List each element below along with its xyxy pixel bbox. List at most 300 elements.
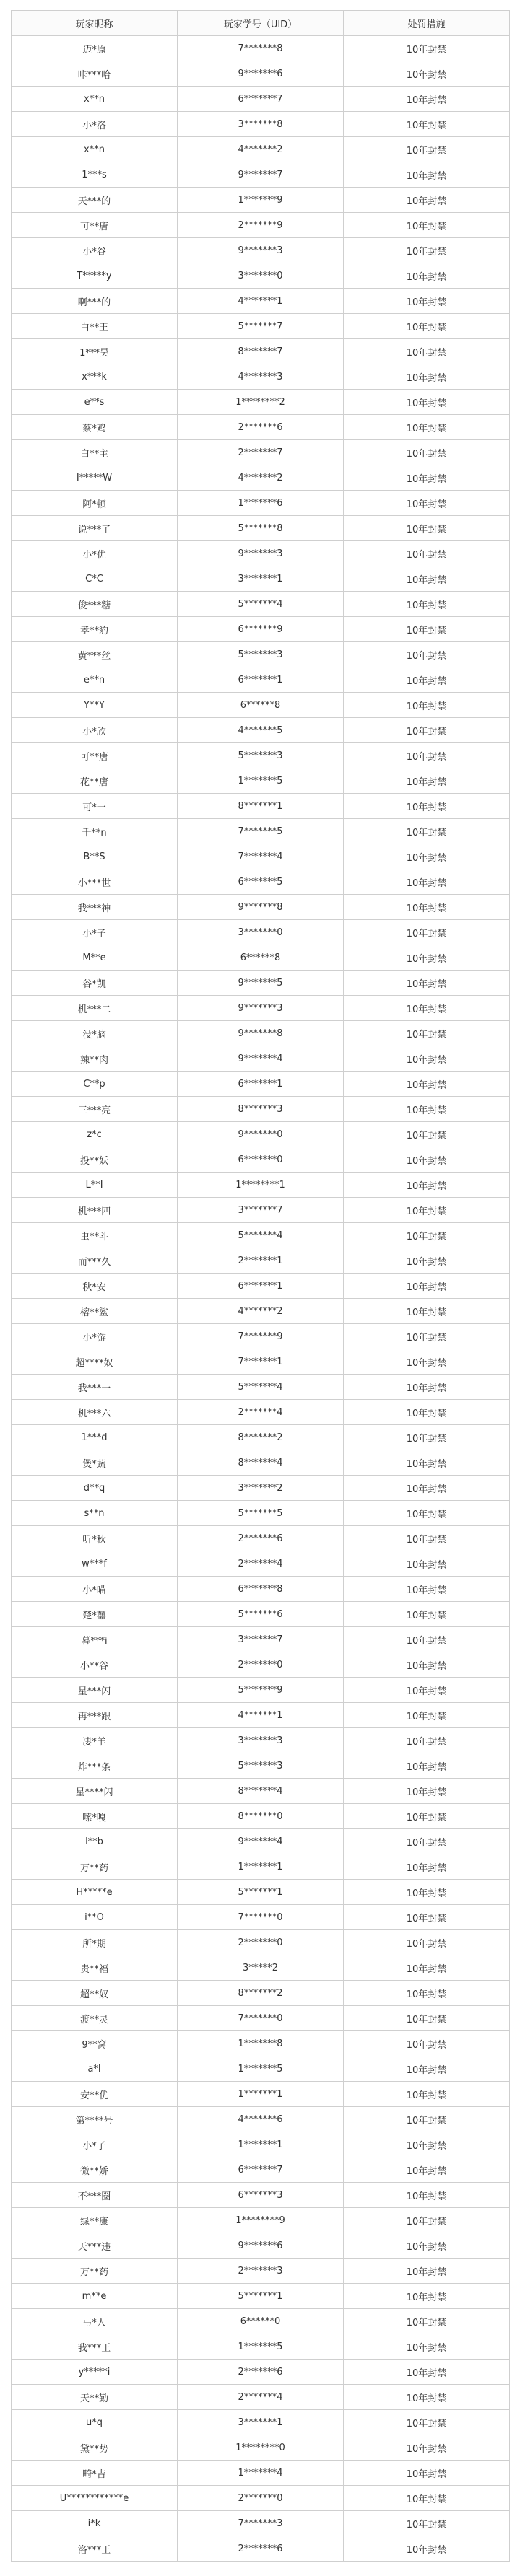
- table-row: [12, 1627, 510, 1652]
- player-uid-cell: 5*******1: [178, 1880, 344, 1905]
- table-row: [12, 1223, 510, 1248]
- penalty-cell: 10年封禁: [344, 1981, 510, 2006]
- penalty-cell: 10年封禁: [344, 1375, 510, 1400]
- player-name-cell: 凄*羊: [12, 1728, 178, 1753]
- player-uid-cell: 9*******8: [178, 895, 344, 920]
- table-row: [12, 819, 510, 844]
- player-name-cell: C**p: [12, 1072, 178, 1097]
- player-name-cell: 小*子: [12, 920, 178, 945]
- player-name-cell: a*l: [12, 2056, 178, 2082]
- player-uid-cell: 1********9: [178, 2208, 344, 2233]
- player-name-cell: 机***六: [12, 1400, 178, 1425]
- player-name-cell: 弓*人: [12, 2309, 178, 2334]
- penalty-cell: 10年封禁: [344, 1450, 510, 1476]
- penalty-cell: 10年封禁: [344, 440, 510, 465]
- table-row: [12, 1147, 510, 1173]
- penalty-cell: 10年封禁: [344, 263, 510, 289]
- penalty-cell: 10年封禁: [344, 1501, 510, 1526]
- player-uid-cell: 1*******1: [178, 2082, 344, 2107]
- table-row: [12, 1955, 510, 1981]
- table-row: [12, 364, 510, 390]
- table-row: [12, 1930, 510, 1955]
- player-name-cell: 孝**豹: [12, 617, 178, 642]
- player-uid-cell: 7*******8: [178, 36, 344, 61]
- penalty-cell: 10年封禁: [344, 1854, 510, 1880]
- player-name-cell: 贵**福: [12, 1955, 178, 1981]
- player-uid-cell: 6*******7: [178, 2157, 344, 2183]
- player-uid-cell: 1*******5: [178, 768, 344, 794]
- player-uid-cell: 9*******6: [178, 2233, 344, 2259]
- player-uid-cell: 3*******1: [178, 2410, 344, 2435]
- player-uid-cell: 5*******1: [178, 2284, 344, 2309]
- player-uid-cell: 5*******5: [178, 1501, 344, 1526]
- player-name-cell: 白**主: [12, 440, 178, 465]
- penalty-cell: 10年封禁: [344, 2486, 510, 2511]
- player-uid-cell: 2*******4: [178, 2385, 344, 2410]
- table-row: [12, 1753, 510, 1779]
- player-uid-cell: 2*******6: [178, 2536, 344, 2562]
- player-name-cell: 超****奴: [12, 1349, 178, 1375]
- penalty-cell: 10年封禁: [344, 2056, 510, 2082]
- penalty-cell: 10年封禁: [344, 289, 510, 314]
- table-row: [12, 667, 510, 693]
- player-name-cell: m**e: [12, 2284, 178, 2309]
- penalty-cell: 10年封禁: [344, 1248, 510, 1274]
- penalty-cell: 10年封禁: [344, 794, 510, 819]
- player-name-cell: 小*喵: [12, 1577, 178, 1602]
- player-name-cell: 咔***哈: [12, 61, 178, 87]
- penalty-cell: 10年封禁: [344, 1274, 510, 1299]
- penalty-cell: 10年封禁: [344, 1905, 510, 1930]
- player-name-cell: B**S: [12, 844, 178, 869]
- player-uid-cell: 5*******4: [178, 592, 344, 617]
- table-row: [12, 895, 510, 920]
- player-name-cell: 小*谷: [12, 238, 178, 263]
- penalty-cell: 10年封禁: [344, 1652, 510, 1678]
- player-uid-cell: 3*******1: [178, 566, 344, 592]
- player-uid-cell: 6*******3: [178, 2183, 344, 2208]
- table-row: [12, 1425, 510, 1450]
- table-row: [12, 87, 510, 112]
- player-uid-cell: 9*******8: [178, 1021, 344, 1046]
- player-name-cell: 迈*原: [12, 36, 178, 61]
- table-row: [12, 1501, 510, 1526]
- penalty-cell: 10年封禁: [344, 1097, 510, 1122]
- table-row: [12, 1349, 510, 1375]
- table-row: [12, 2006, 510, 2031]
- player-name-cell: 嗦*嘎: [12, 1804, 178, 1829]
- table-row: [12, 1173, 510, 1198]
- player-name-cell: 黄***丝: [12, 642, 178, 667]
- player-uid-cell: 4*******3: [178, 364, 344, 390]
- player-name-cell: 万**药: [12, 2259, 178, 2284]
- table-row: [12, 2284, 510, 2309]
- table-row: [12, 238, 510, 263]
- table-row: [12, 2385, 510, 2410]
- penalty-cell: 10年封禁: [344, 1602, 510, 1627]
- table-row: [12, 2486, 510, 2511]
- player-uid-cell: 3*******7: [178, 1627, 344, 1652]
- player-uid-cell: 6*******5: [178, 869, 344, 895]
- player-name-cell: x***k: [12, 364, 178, 390]
- header-player-uid: 玩家学号（UID）: [178, 11, 344, 36]
- player-uid-cell: 4*******2: [178, 1299, 344, 1324]
- player-name-cell: T*****y: [12, 263, 178, 289]
- penalty-cell: 10年封禁: [344, 1400, 510, 1425]
- player-uid-cell: 8*******4: [178, 1450, 344, 1476]
- header-row: [12, 11, 510, 36]
- table-row: [12, 920, 510, 945]
- player-name-cell: 9**窝: [12, 2031, 178, 2056]
- table-row: [12, 1450, 510, 1476]
- player-uid-cell: 9*******3: [178, 238, 344, 263]
- player-uid-cell: 6******8: [178, 693, 344, 718]
- player-uid-cell: 5*******3: [178, 1753, 344, 1779]
- player-uid-cell: 9*******4: [178, 1046, 344, 1072]
- player-name-cell: I*****W: [12, 465, 178, 491]
- player-uid-cell: 1********2: [178, 390, 344, 415]
- penalty-cell: 10年封禁: [344, 238, 510, 263]
- player-name-cell: 第****号: [12, 2107, 178, 2132]
- table-row: [12, 213, 510, 238]
- penalty-cell: 10年封禁: [344, 920, 510, 945]
- table-row: [12, 2082, 510, 2107]
- table-row: [12, 289, 510, 314]
- player-name-cell: x**n: [12, 137, 178, 162]
- player-uid-cell: 5*******4: [178, 1375, 344, 1400]
- table-row: [12, 1854, 510, 1880]
- player-name-cell: 辣**肉: [12, 1046, 178, 1072]
- player-uid-cell: 8*******4: [178, 1779, 344, 1804]
- penalty-cell: 10年封禁: [344, 1753, 510, 1779]
- penalty-cell: 10年封禁: [344, 36, 510, 61]
- player-name-cell: 黛**势: [12, 2435, 178, 2461]
- player-uid-cell: 7*******9: [178, 1324, 344, 1349]
- penalty-cell: 10年封禁: [344, 2536, 510, 2562]
- player-uid-cell: 4*******5: [178, 718, 344, 743]
- table-row: [12, 2233, 510, 2259]
- table-row: [12, 2107, 510, 2132]
- penalty-cell: 10年封禁: [344, 2410, 510, 2435]
- player-uid-cell: 1*******4: [178, 2461, 344, 2486]
- player-uid-cell: 8*******2: [178, 1981, 344, 2006]
- penalty-cell: 10年封禁: [344, 1476, 510, 1501]
- player-uid-cell: 4*******6: [178, 2107, 344, 2132]
- table-row: [12, 1804, 510, 1829]
- player-uid-cell: 3*******2: [178, 1476, 344, 1501]
- table-row: [12, 945, 510, 971]
- penalty-cell: 10年封禁: [344, 1198, 510, 1223]
- player-name-cell: 楚*囍: [12, 1602, 178, 1627]
- penalty-cell: 10年封禁: [344, 2233, 510, 2259]
- player-uid-cell: 9*******0: [178, 1122, 344, 1147]
- player-uid-cell: 5*******4: [178, 1223, 344, 1248]
- player-name-cell: 天**勤: [12, 2385, 178, 2410]
- penalty-cell: 10年封禁: [344, 1779, 510, 1804]
- penalty-cell: 10年封禁: [344, 415, 510, 440]
- player-uid-cell: 3*******3: [178, 1728, 344, 1753]
- player-name-cell: 机***四: [12, 1198, 178, 1223]
- table-row: [12, 137, 510, 162]
- player-name-cell: 蔡*鸡: [12, 415, 178, 440]
- table-row: [12, 1551, 510, 1577]
- penalty-cell: 10年封禁: [344, 819, 510, 844]
- player-name-cell: x**n: [12, 87, 178, 112]
- player-name-cell: 小*欣: [12, 718, 178, 743]
- player-uid-cell: 7*******5: [178, 819, 344, 844]
- penalty-cell: 10年封禁: [344, 2082, 510, 2107]
- player-name-cell: 听*秋: [12, 1526, 178, 1551]
- player-name-cell: 花**唐: [12, 768, 178, 794]
- table-row: [12, 440, 510, 465]
- table-row: [12, 1526, 510, 1551]
- penalty-cell: 10年封禁: [344, 364, 510, 390]
- penalty-list: [11, 0, 509, 2576]
- table-row: [12, 1577, 510, 1602]
- penalty-cell: 10年封禁: [344, 1122, 510, 1147]
- table-row: [12, 592, 510, 617]
- player-uid-cell: 6*******7: [178, 87, 344, 112]
- penalty-cell: 10年封禁: [344, 2309, 510, 2334]
- player-name-cell: 小*洛: [12, 112, 178, 137]
- table-row: [12, 1021, 510, 1046]
- table-row: [12, 996, 510, 1021]
- header-penalty: 处罚措施: [344, 11, 510, 36]
- penalty-cell: 10年封禁: [344, 314, 510, 339]
- table-row: [12, 1476, 510, 1501]
- player-uid-cell: 2*******3: [178, 2259, 344, 2284]
- player-name-cell: M**e: [12, 945, 178, 971]
- table-row: [12, 2157, 510, 2183]
- table-row: [12, 2461, 510, 2486]
- player-uid-cell: 8*******2: [178, 1425, 344, 1450]
- player-name-cell: 微**娇: [12, 2157, 178, 2183]
- penalty-cell: 10年封禁: [344, 693, 510, 718]
- penalty-cell: 10年封禁: [344, 1349, 510, 1375]
- penalty-cell: 10年封禁: [344, 2284, 510, 2309]
- player-uid-cell: 5*******6: [178, 1602, 344, 1627]
- player-uid-cell: 1*******6: [178, 491, 344, 516]
- table-row: [12, 162, 510, 188]
- penalty-cell: 10年封禁: [344, 2334, 510, 2360]
- player-uid-cell: 9*******4: [178, 1829, 344, 1854]
- penalty-cell: 10年封禁: [344, 2461, 510, 2486]
- player-name-cell: 煲*蔬: [12, 1450, 178, 1476]
- player-name-cell: 秋*安: [12, 1274, 178, 1299]
- player-name-cell: 谷*凯: [12, 971, 178, 996]
- table-row: [12, 263, 510, 289]
- player-name-cell: e**s: [12, 390, 178, 415]
- penalty-cell: 10年封禁: [344, 465, 510, 491]
- player-uid-cell: 3*******8: [178, 112, 344, 137]
- table-row: [12, 1097, 510, 1122]
- penalty-cell: 10年封禁: [344, 945, 510, 971]
- penalty-cell: 10年封禁: [344, 1147, 510, 1173]
- penalty-cell: 10年封禁: [344, 87, 510, 112]
- penalty-cell: 10年封禁: [344, 2360, 510, 2385]
- table-row: [12, 1905, 510, 1930]
- penalty-cell: 10年封禁: [344, 1425, 510, 1450]
- penalty-cell: 10年封禁: [344, 869, 510, 895]
- penalty-cell: 10年封禁: [344, 1577, 510, 1602]
- table-header: [12, 11, 510, 36]
- penalty-cell: 10年封禁: [344, 2157, 510, 2183]
- table-row: [12, 1122, 510, 1147]
- table-row: [12, 1602, 510, 1627]
- player-uid-cell: 5*******9: [178, 1678, 344, 1703]
- player-name-cell: 三***亮: [12, 1097, 178, 1122]
- player-name-cell: 小***世: [12, 869, 178, 895]
- penalty-cell: 10年封禁: [344, 592, 510, 617]
- table-row: [12, 491, 510, 516]
- player-uid-cell: 5*******3: [178, 642, 344, 667]
- penalty-cell: 10年封禁: [344, 1728, 510, 1753]
- table-row: [12, 869, 510, 895]
- player-name-cell: 可**唐: [12, 213, 178, 238]
- table-row: [12, 566, 510, 592]
- player-uid-cell: 2*******6: [178, 1526, 344, 1551]
- player-name-cell: Y**Y: [12, 693, 178, 718]
- table-row: [12, 1880, 510, 1905]
- penalty-cell: 10年封禁: [344, 162, 510, 188]
- player-uid-cell: 5*******3: [178, 743, 344, 768]
- table-row: [12, 339, 510, 364]
- penalty-cell: 10年封禁: [344, 1551, 510, 1577]
- player-name-cell: 啊***的: [12, 289, 178, 314]
- player-name-cell: 天***违: [12, 2233, 178, 2259]
- table-row: [12, 971, 510, 996]
- table-row: [12, 2132, 510, 2157]
- penalty-cell: 10年封禁: [344, 1880, 510, 1905]
- penalty-cell: 10年封禁: [344, 1627, 510, 1652]
- player-name-cell: 我***王: [12, 2334, 178, 2360]
- table-row: [12, 617, 510, 642]
- table-row: [12, 188, 510, 213]
- table-row: [12, 390, 510, 415]
- player-uid-cell: 1*******5: [178, 2056, 344, 2082]
- penalty-cell: 10年封禁: [344, 1678, 510, 1703]
- player-name-cell: 1***昊: [12, 339, 178, 364]
- player-uid-cell: 7*******4: [178, 844, 344, 869]
- player-name-cell: 说***了: [12, 516, 178, 541]
- player-name-cell: H*****e: [12, 1880, 178, 1905]
- player-name-cell: 安**优: [12, 2082, 178, 2107]
- penalty-cell: 10年封禁: [344, 2435, 510, 2461]
- table-row: [12, 1274, 510, 1299]
- table-row: [12, 844, 510, 869]
- penalty-cell: 10年封禁: [344, 1046, 510, 1072]
- player-uid-cell: 2*******6: [178, 2360, 344, 2385]
- table-row: [12, 2056, 510, 2082]
- player-uid-cell: 3*******7: [178, 1198, 344, 1223]
- player-name-cell: 虫**斗: [12, 1223, 178, 1248]
- player-name-cell: C*C: [12, 566, 178, 592]
- table-row: [12, 36, 510, 61]
- player-name-cell: s**n: [12, 1501, 178, 1526]
- penalty-cell: 10年封禁: [344, 1526, 510, 1551]
- player-name-cell: 榕**鲨: [12, 1299, 178, 1324]
- penalty-cell: 10年封禁: [344, 768, 510, 794]
- penalty-cell: 10年封禁: [344, 971, 510, 996]
- player-name-cell: e**n: [12, 667, 178, 693]
- player-name-cell: 1***d: [12, 1425, 178, 1450]
- table-row: [12, 1324, 510, 1349]
- table-row: [12, 1678, 510, 1703]
- player-uid-cell: 1********0: [178, 2435, 344, 2461]
- table-row: [12, 1072, 510, 1097]
- penalty-cell: 10年封禁: [344, 1021, 510, 1046]
- table-row: [12, 1779, 510, 1804]
- player-name-cell: 千**n: [12, 819, 178, 844]
- player-uid-cell: 7*******0: [178, 2006, 344, 2031]
- penalty-cell: 10年封禁: [344, 566, 510, 592]
- player-name-cell: U************e: [12, 2486, 178, 2511]
- penalty-cell: 10年封禁: [344, 1299, 510, 1324]
- penalty-cell: 10年封禁: [344, 895, 510, 920]
- table-row: [12, 794, 510, 819]
- player-uid-cell: 5*******8: [178, 516, 344, 541]
- penalty-cell: 10年封禁: [344, 1829, 510, 1854]
- player-name-cell: 我***神: [12, 895, 178, 920]
- table-row: [12, 2435, 510, 2461]
- player-uid-cell: 4*******2: [178, 137, 344, 162]
- penalty-table: [11, 10, 510, 2562]
- penalty-cell: 10年封禁: [344, 718, 510, 743]
- player-name-cell: 畸*吉: [12, 2461, 178, 2486]
- player-name-cell: 所*期: [12, 1930, 178, 1955]
- penalty-cell: 10年封禁: [344, 390, 510, 415]
- penalty-cell: 10年封禁: [344, 516, 510, 541]
- table-row: [12, 1728, 510, 1753]
- penalty-cell: 10年封禁: [344, 642, 510, 667]
- player-name-cell: 而***久: [12, 1248, 178, 1274]
- penalty-cell: 10年封禁: [344, 112, 510, 137]
- player-uid-cell: 2*******4: [178, 1400, 344, 1425]
- player-uid-cell: 2*******1: [178, 1248, 344, 1274]
- player-name-cell: 炸***条: [12, 1753, 178, 1779]
- table-row: [12, 1703, 510, 1728]
- player-uid-cell: 3*****2: [178, 1955, 344, 1981]
- penalty-cell: 10年封禁: [344, 1324, 510, 1349]
- player-uid-cell: 2*******0: [178, 1652, 344, 1678]
- table-row: [12, 2183, 510, 2208]
- player-name-cell: 白**王: [12, 314, 178, 339]
- player-name-cell: 1***s: [12, 162, 178, 188]
- table-row: [12, 2536, 510, 2562]
- penalty-cell: 10年封禁: [344, 667, 510, 693]
- player-name-cell: u*q: [12, 2410, 178, 2435]
- player-name-cell: l**b: [12, 1829, 178, 1854]
- player-uid-cell: 1*******9: [178, 188, 344, 213]
- player-uid-cell: 6*******0: [178, 1147, 344, 1173]
- player-uid-cell: 3*******0: [178, 263, 344, 289]
- player-uid-cell: 2*******0: [178, 2486, 344, 2511]
- player-name-cell: 小*游: [12, 1324, 178, 1349]
- penalty-cell: 10年封禁: [344, 2208, 510, 2233]
- penalty-cell: 10年封禁: [344, 188, 510, 213]
- table-row: [12, 1981, 510, 2006]
- penalty-cell: 10年封禁: [344, 2006, 510, 2031]
- penalty-cell: 10年封禁: [344, 1930, 510, 1955]
- penalty-cell: 10年封禁: [344, 2107, 510, 2132]
- table-row: [12, 516, 510, 541]
- table-row: [12, 642, 510, 667]
- table-row: [12, 2360, 510, 2385]
- table-row: [12, 465, 510, 491]
- player-uid-cell: 2*******0: [178, 1930, 344, 1955]
- player-uid-cell: 1*******1: [178, 1854, 344, 1880]
- player-name-cell: w***f: [12, 1551, 178, 1577]
